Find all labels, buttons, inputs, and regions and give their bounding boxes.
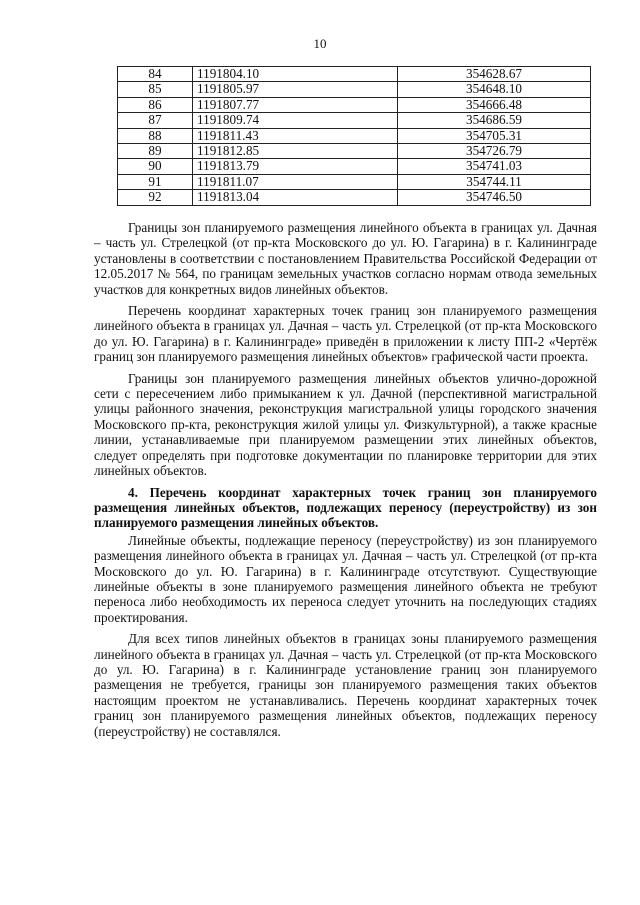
point-number-cell: 91 — [118, 174, 193, 189]
point-number-cell: 89 — [118, 144, 193, 159]
paragraph-adjacent-objects: Границы зон планируемого размещения линейных объектов улично-дорожной сети с пересечением либо примыканием к ул. Дачной (перспективной магистральной улицы районного значения, реконструкция магистральной улицы городского значения Московского пр-кта, реконструкция жилой улицы ул. Физкультурной), а также красные линии, устанавливаемые при планируемом размещении этих линейных объектов, следует определять при подготовке документации по планировке территории для этих линейных объектов. — [94, 370, 597, 479]
paragraph-zone-boundaries: Границы зон планируемого размещения линейного объекта в границах ул. Дачная – часть ул. Стрелецкой (от пр-кта Московского до ул. Ю. Гагарина) в г. Калининграде установлены в соответствии с постановлением Правительства Российской Федерации от 12.05.2017 № 564, по границам земельных участков согласно нормам отвода земельных участков для конкретных видов линейных объектов. — [94, 220, 597, 297]
point-number-cell: 84 — [118, 67, 193, 82]
table-row — [118, 82, 591, 97]
coordinates-table — [117, 66, 591, 206]
table-row — [118, 67, 591, 82]
table-row — [118, 128, 591, 143]
page-number: 10 — [313, 36, 327, 51]
y-coordinate-cell: 354705.31 — [398, 128, 591, 143]
point-number-cell: 90 — [118, 159, 193, 174]
table-row — [118, 97, 591, 112]
x-coordinate-cell: 1191813.79 — [193, 159, 398, 174]
paragraph-all-types: Для всех типов линейных объектов в границах зоны планируемого размещения линейного объекта в границах ул. Дачная – часть ул. Стрелецкой (от пр-кта Московского до ул. Ю. Гагарина) в г. Калининграде установление границ зон планируемого размещения не требуется, границы зон планируемого размещения таких объектов настоящим проектом не устанавливались. Перечень координат характерных точек границ зон планируемого размещения линейных объектов, подлежащих переносу (переустройству) не составлялся. — [94, 631, 597, 739]
y-coordinate-cell: 354746.50 — [398, 190, 591, 205]
y-coordinate-cell: 354741.03 — [398, 159, 591, 174]
point-number-cell: 85 — [118, 82, 193, 97]
table-row — [118, 159, 591, 174]
y-coordinate-cell: 354648.10 — [398, 82, 591, 97]
y-coordinate-cell: 354686.59 — [398, 113, 591, 128]
table-row — [118, 113, 591, 128]
point-number-cell: 92 — [118, 190, 193, 205]
table-row — [118, 190, 591, 205]
paragraph-relocation: Линейные объекты, подлежащие переносу (переустройству) из зон планируемого размещения линейного объекта в границах ул. Дачная – часть ул. Стрелецкой (от пр-кта Московского до ул. Ю. Гагарина) в г. Калининграде отсутствуют. Существующие линейные объекты в зоне планируемого размещения линейного объекта не требуют переноса либо необходимость их переноса следует уточнить на последующих стадиях проектирования. — [94, 532, 597, 625]
x-coordinate-cell: 1191804.10 — [193, 67, 398, 82]
x-coordinate-cell: 1191805.97 — [193, 82, 398, 97]
table-row — [118, 144, 591, 159]
point-number-cell: 88 — [118, 128, 193, 143]
section-heading: 4. Перечень координат характерных точек границ зон планируемого размещения линейных объектов, подлежащих переносу (переустройству) из зон планируемого размещения линейных объектов. — [94, 484, 597, 531]
y-coordinate-cell: 354628.67 — [398, 67, 591, 82]
x-coordinate-cell: 1191811.07 — [193, 174, 398, 189]
x-coordinate-cell: 1191812.85 — [193, 144, 398, 159]
x-coordinate-cell: 1191807.77 — [193, 97, 398, 112]
x-coordinate-cell: 1191809.74 — [193, 113, 398, 128]
y-coordinate-cell: 354726.79 — [398, 144, 591, 159]
y-coordinate-cell: 354744.11 — [398, 174, 591, 189]
table-row — [118, 174, 591, 189]
document-body — [94, 220, 597, 745]
y-coordinate-cell: 354666.48 — [398, 97, 591, 112]
point-number-cell: 87 — [118, 113, 193, 128]
point-number-cell: 86 — [118, 97, 193, 112]
x-coordinate-cell: 1191811.43 — [193, 128, 398, 143]
paragraph-coordinates-list: Перечень координат характерных точек границ зон планируемого размещения линейного объекта в границах ул. Дачная – часть ул. Стрелецкой (от пр-кта Московского до ул. Ю. Гагарина) в г. Калининграде» приведён в приложении к листу ПП-2 «Чертёж границ зон планируемого размещения линейных объектов» графической части проекта. — [94, 303, 597, 365]
x-coordinate-cell: 1191813.04 — [193, 190, 398, 205]
